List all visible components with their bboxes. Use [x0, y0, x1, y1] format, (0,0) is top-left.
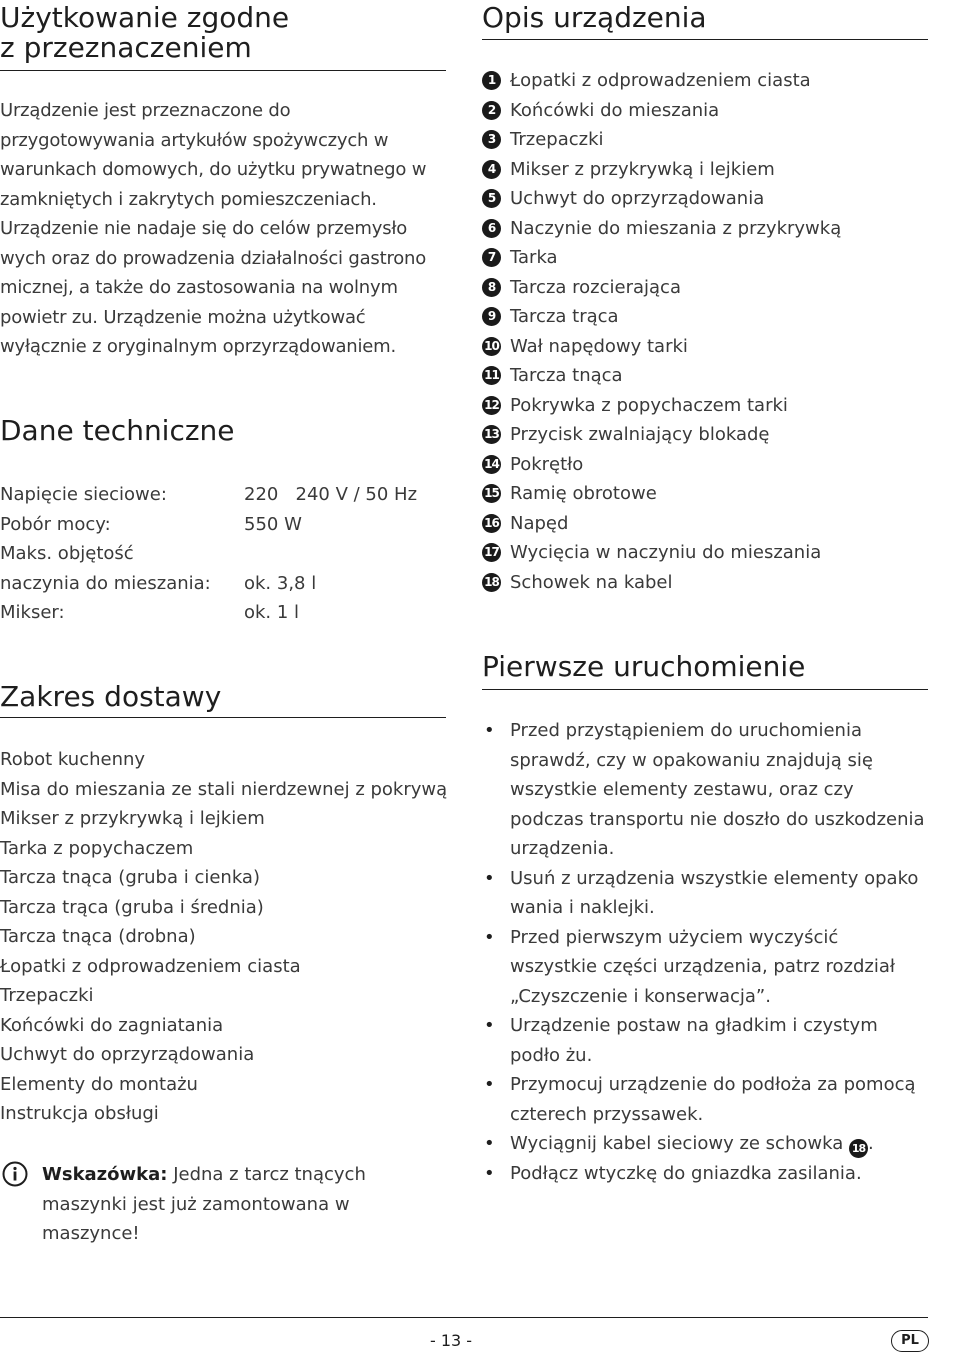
delivery-list: [0, 745, 447, 1129]
technical-specs: [0, 480, 446, 628]
number-badge: 1: [482, 71, 501, 90]
list-item: 17 Wycięcia w naczyniu do mieszania: [482, 538, 841, 568]
list-item: 1 Łopatki z odprowadzeniem ciasta: [482, 66, 841, 96]
number-badge: 5: [482, 189, 501, 208]
usage-title: [0, 3, 446, 63]
description-title: Opis urządzenia: [482, 1, 707, 34]
note-body: Jedna z tarcz tnących maszynki jest już zamontowana w maszynce!: [42, 1164, 366, 1244]
list-item: Tarcza tnąca (drobna): [0, 926, 196, 947]
first-use-list: [482, 716, 928, 1188]
list-item: • Przymocuj urządzenie do podłoża za pomocą czterech przyssawek.: [482, 1070, 928, 1129]
number-badge: 12: [482, 396, 501, 415]
list-item: 5 Uchwyt do oprzyrządowania: [482, 184, 841, 214]
usage-title-line2: z przeznaczeniem: [0, 31, 252, 64]
list-item: 7 Tarka: [482, 243, 841, 273]
parts-list: [482, 66, 841, 597]
number-badge: 18: [849, 1139, 868, 1158]
list-item: 13 Przycisk zwalniający blokadę: [482, 420, 841, 450]
note-box: [0, 1160, 446, 1249]
number-badge: 2: [482, 101, 501, 120]
footer-divider: [0, 1317, 928, 1318]
list-item: 6 Naczynie do mieszania z przykrywką: [482, 214, 841, 244]
list-item: Łopatki z odprowadzeniem ciasta: [0, 955, 301, 977]
list-item: 16 Napęd: [482, 509, 841, 539]
delivery-title: Zakres dostawy: [0, 680, 222, 713]
spec-row-max-volume: Maks. objętość: [0, 543, 134, 564]
spec-row-voltage: Napięcie sieciowe: 220 240 V / 50 Hz: [0, 484, 418, 505]
number-badge: 3: [482, 130, 501, 149]
list-item: Trzepaczki: [0, 985, 94, 1006]
number-badge: 11: [482, 366, 501, 385]
list-item: 4 Mikser z przykrywką i lejkiem: [482, 155, 841, 185]
list-item: 18 Schowek na kabel: [482, 568, 841, 598]
list-item: 15 Ramię obrotowe: [482, 479, 841, 509]
number-badge: 18: [482, 573, 501, 592]
list-item: • Przed pierwszym użyciem wyczyścić wszystkie części urządzenia, patrz rozdział „Czyszczenie i konserwacja”.: [482, 923, 928, 1012]
spec-row-mixer: Mikser: ok. 1 l: [0, 602, 300, 623]
list-item: Robot kuchenny: [0, 749, 146, 770]
spec-row-power: Pobór mocy: 550 W: [0, 513, 302, 535]
list-item: 11 Tarcza tnąca: [482, 361, 841, 391]
number-badge: 14: [482, 455, 501, 474]
number-badge: 13: [482, 425, 501, 444]
list-item: • Przed przystąpieniem do uruchomienia sprawdź, czy w opakowaniu znajdują się wszystkie elementy zestawu, oraz czy podczas transportu nie doszło do uszkodzenia urządzenia.: [482, 716, 928, 864]
number-badge: 17: [482, 543, 501, 562]
number-badge: 10: [482, 337, 501, 356]
technical-title: Dane techniczne: [0, 414, 235, 447]
list-item: Uchwyt do oprzyrządowania: [0, 1044, 255, 1065]
number-badge: 7: [482, 248, 501, 267]
list-item: Końcówki do zagniatania: [0, 1014, 224, 1036]
list-item: Mikser z przykrywką i lejkiem: [0, 808, 265, 829]
spec-row-bowl-volume: naczynia do mieszania: ok. 3,8 l: [0, 572, 317, 594]
list-item: Misa do mieszania ze stali nierdzewnej z pokrywą: [0, 778, 448, 800]
list-item: Elementy do montażu: [0, 1073, 198, 1095]
list-item: Instrukcja obsługi: [0, 1103, 159, 1124]
list-item: Tarcza trąca (gruba i średnia): [0, 896, 264, 918]
list-item: Tarcza tnąca (gruba i cienka): [0, 867, 260, 888]
note-text: [42, 1160, 446, 1249]
first-use-divider: [482, 689, 928, 690]
list-item: • Urządzenie postaw na gładkim i czystym podło żu.: [482, 1011, 928, 1070]
language-badge: PL: [891, 1330, 929, 1352]
usage-title-line1: Użytkowanie zgodne: [0, 1, 290, 34]
number-badge: 9: [482, 307, 501, 326]
description-divider: [482, 39, 928, 40]
list-item: 14 Pokrętło: [482, 450, 841, 480]
list-item: 10 Wał napędowy tarki: [482, 332, 841, 362]
list-item: 2 Końcówki do mieszania: [482, 96, 841, 126]
list-item: Tarka z popychaczem: [0, 837, 194, 859]
number-badge: 4: [482, 160, 501, 179]
list-item: 12 Pokrywka z popychaczem tarki: [482, 391, 841, 421]
list-item: • Podłącz wtyczkę do gniazdka zasilania.: [482, 1159, 928, 1189]
number-badge: 16: [482, 514, 501, 533]
number-badge: 6: [482, 219, 501, 238]
list-item: 8 Tarcza rozcierająca: [482, 273, 841, 303]
page-number: - 13 -: [430, 1331, 473, 1350]
usage-divider: [0, 70, 446, 71]
list-item: 3 Trzepaczki: [482, 125, 841, 155]
list-item: • Wyciągnij kabel sieciowy ze schowka 18 .: [482, 1129, 928, 1159]
usage-paragraph: Urządzenie jest przeznaczone do przygotowywania artykułów spożywczych w warunkach domowych, do użytku prywatnego w zamkniętych i zakrytych pomieszczeniach. Urządzenie nie nadaje się do celów przemysło wych oraz do prowadzenia działalności gastrono micznej, a także do zastosowania na wolnym powietr zu. Urządzenie można użytkować wyłącznie z oryginalnym oprzyrządowaniem.: [0, 100, 427, 357]
list-item: 9 Tarcza trąca: [482, 302, 841, 332]
note-label: Wskazówka:: [42, 1164, 168, 1185]
info-icon: [0, 1161, 32, 1197]
number-badge: 15: [482, 484, 501, 503]
first-use-title: Pierwsze uruchomienie: [482, 650, 806, 683]
number-badge: 8: [482, 278, 501, 297]
delivery-divider: [0, 717, 446, 718]
list-item: • Usuń z urządzenia wszystkie elementy opako wania i naklejki.: [482, 864, 928, 923]
